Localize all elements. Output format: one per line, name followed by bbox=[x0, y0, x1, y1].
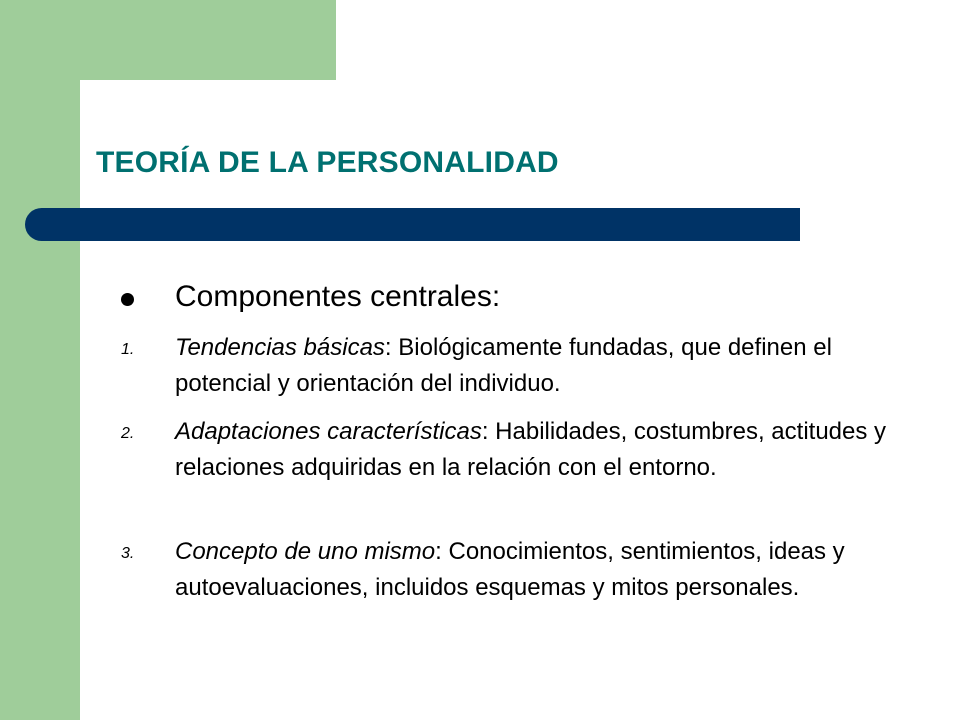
list-item bbox=[175, 414, 910, 486]
item-term: Tendencias básicas bbox=[175, 334, 385, 361]
item-separator: : bbox=[435, 538, 442, 565]
item-separator: : bbox=[481, 418, 489, 445]
list-item bbox=[175, 534, 910, 606]
item-description: Habilidades, costumbres, actitudes y relaciones adquiridas en la relación con el entorno. bbox=[175, 418, 887, 481]
item-number: 1. bbox=[121, 341, 135, 358]
bullet-dot-icon bbox=[121, 293, 134, 306]
main-bullet-text: Componentes centrales: bbox=[175, 280, 501, 313]
item-description: Conocimientos, sentimientos, ideas y autoevaluaciones, incluidos esquemas y mitos personales. bbox=[175, 538, 845, 601]
item-number: 2. bbox=[121, 425, 135, 442]
item-number: 3. bbox=[121, 545, 135, 562]
slide-title: TEORÍA DE LA PERSONALIDAD bbox=[96, 146, 559, 179]
item-description: Biológicamente fundadas, que definen el potencial y orientación del individuo. bbox=[175, 334, 832, 397]
item-separator: : bbox=[384, 334, 392, 361]
list-item bbox=[175, 330, 910, 402]
item-term: Adaptaciones características bbox=[175, 418, 482, 445]
item-term: Concepto de uno mismo bbox=[175, 538, 436, 565]
